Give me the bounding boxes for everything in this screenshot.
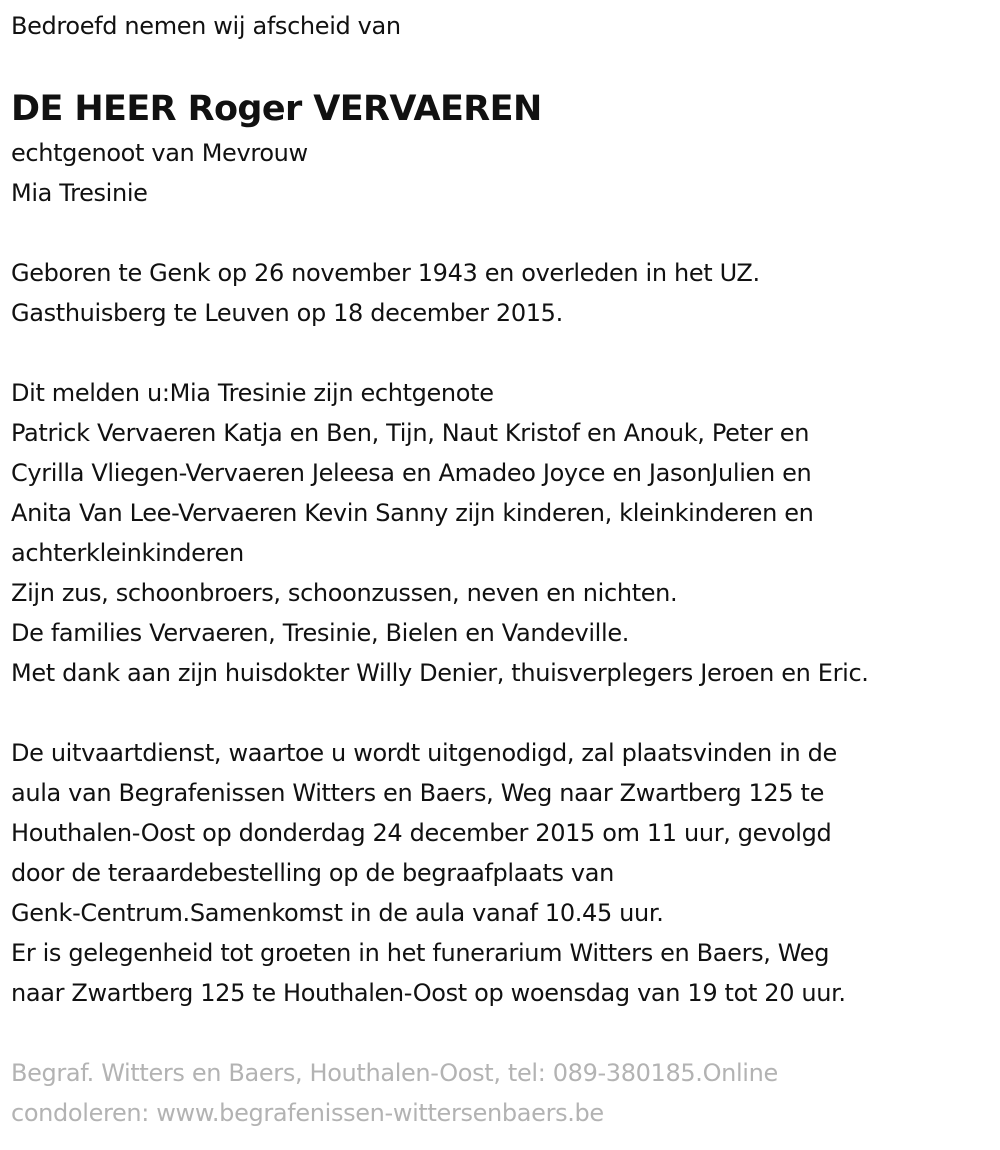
intro-text: Bedroefd nemen wij afscheid van	[11, 12, 401, 40]
birth-death-line: Geboren te Genk op 26 november 1943 en overleden in het UZ.	[11, 259, 760, 287]
birth-death-section	[11, 253, 1000, 333]
service-line: De uitvaartdienst, waartoe u wordt uitgenodigd, zal plaatsvinden in de	[11, 739, 837, 767]
family-line: achterkleinkinderen	[11, 539, 244, 567]
service-line: Houthalen-Oost op donderdag 24 december 2015 om 11 uur, gevolgd	[11, 819, 832, 847]
spouse-section	[11, 133, 1000, 213]
service-line: door de teraardebestelling op de begraafplaats van	[11, 859, 615, 887]
family-line: Patrick Vervaeren Katja en Ben, Tijn, Naut Kristof en Anouk, Peter en	[11, 419, 810, 447]
service-line: naar Zwartberg 125 te Houthalen-Oost op woensdag van 19 tot 20 uur.	[11, 979, 846, 1007]
service-line: Genk-Centrum.Samenkomst in de aula vanaf 10.45 uur.	[11, 899, 664, 927]
service-line: aula van Begrafenissen Witters en Baers, Weg naar Zwartberg 125 te	[11, 779, 824, 807]
spouse-line: echtgenoot van Mevrouw	[11, 139, 308, 167]
deceased-name: DE HEER Roger VERVAEREN	[11, 89, 542, 129]
family-line: Dit melden u:Mia Tresinie zijn echtgenote	[11, 379, 494, 407]
paragraph-gap	[11, 213, 1000, 253]
footer-line: condoleren: www.begrafenissen-wittersenbaers.be	[11, 1099, 604, 1127]
family-line: Anita Van Lee-Vervaeren Kevin Sanny zijn kinderen, kleinkinderen en	[11, 499, 814, 527]
service-section	[11, 733, 1000, 1013]
paragraph-gap	[11, 1013, 1000, 1053]
service-line: Er is gelegenheid tot groeten in het funerarium Witters en Baers, Weg	[11, 939, 830, 967]
paragraph-gap	[11, 693, 1000, 733]
birth-death-line: Gasthuisberg te Leuven op 18 december 2015.	[11, 299, 563, 327]
spouse-line: Mia Tresinie	[11, 179, 148, 207]
family-line: Zijn zus, schoonbroers, schoonzussen, neven en nichten.	[11, 579, 678, 607]
footer-line: Begraf. Witters en Baers, Houthalen-Oost, tel: 089-380185.Online	[11, 1059, 778, 1087]
family-line: De families Vervaeren, Tresinie, Bielen en Vandeville.	[11, 619, 630, 647]
family-section	[11, 373, 1000, 693]
paragraph-gap	[11, 333, 1000, 373]
family-line: Cyrilla Vliegen-Vervaeren Jeleesa en Amadeo Joyce en JasonJulien en	[11, 459, 812, 487]
family-line: Met dank aan zijn huisdokter Willy Denier, thuisverplegers Jeroen en Eric.	[11, 659, 869, 687]
funeral-home-footer	[11, 1053, 1000, 1133]
